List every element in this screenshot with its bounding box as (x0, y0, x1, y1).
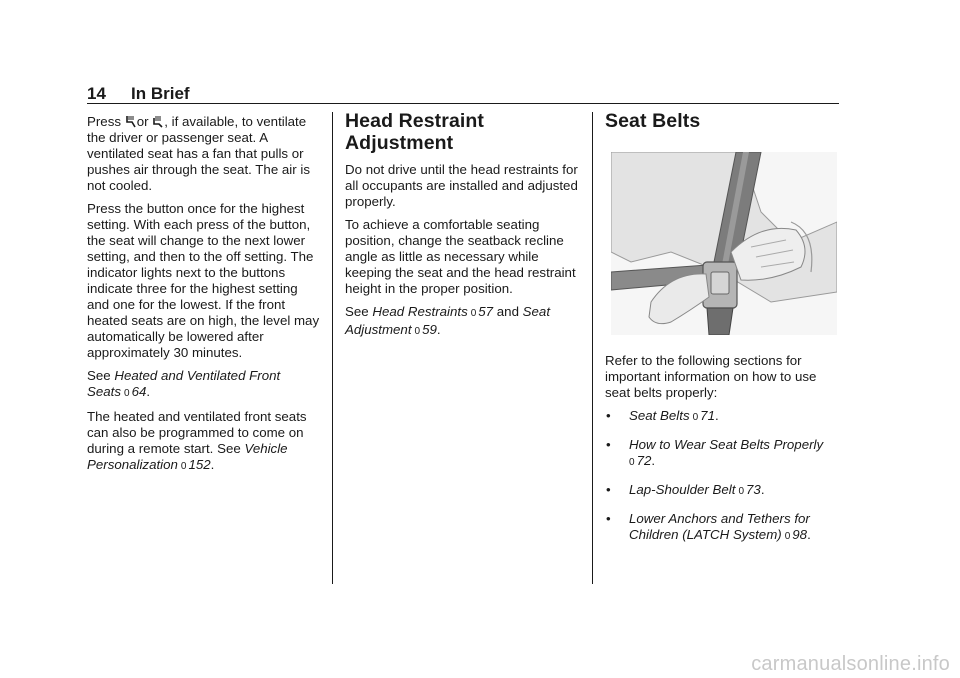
setting-paragraph: Press the button once for the highest setting. With each press of the button, the seat will change to the next lower setting, and then to the off setting. The indicator lights next to the buttons indicate three for the highest setting and one for the lowest. If the front heated seats are on high, the level may automatically be lowered after approximately 30 minutes. (87, 201, 320, 360)
seat-belts-heading: Seat Belts (605, 110, 701, 132)
ventilated-seat-high-icon (126, 115, 136, 128)
link-seat-belts[interactable]: Seat Belts (629, 408, 690, 423)
list-item (605, 511, 841, 545)
page-ref-icon: 0 (629, 457, 635, 468)
ventilation-paragraph (87, 114, 322, 194)
period: . (651, 453, 656, 468)
bullet: • (606, 511, 611, 526)
remote-start-text: The heated and ventilated front seats can also be programmed to come on during a remote start. See (87, 409, 307, 456)
head-restraint-heading: Head Restraint Adjustment (345, 110, 485, 154)
see-label: See (345, 304, 369, 319)
see-label: See (87, 368, 111, 383)
column-divider-2 (592, 112, 593, 584)
text-press: Press (87, 114, 121, 129)
page-number: 14 (87, 84, 106, 103)
page-ref-icon: 0 (738, 486, 745, 497)
page-header (87, 84, 838, 104)
head-restraint-p2: To achieve a comfortable seating position, change the seatback recline angle as little as necessary while keeping the seat and the head restraint height in the proper position. (345, 217, 576, 296)
period: . (436, 322, 441, 337)
page-ref-59[interactable]: 59 (422, 322, 437, 337)
head-restraint-see (345, 304, 581, 340)
list-item (605, 408, 841, 426)
link-how-to-wear-seat-belts[interactable]: How to Wear Seat Belts Properly (629, 437, 824, 452)
page-ref-icon: 0 (124, 388, 130, 399)
and-text: and (496, 304, 519, 319)
link-head-restraints[interactable]: Head Restraints (372, 304, 468, 319)
seat-belt-references (605, 408, 841, 545)
list-item (605, 437, 841, 471)
period: . (210, 457, 215, 472)
page-ref-73[interactable]: 73 (746, 482, 761, 497)
page-ref-icon: 0 (180, 461, 187, 472)
link-vehicle-personalization[interactable]: Vehicle Personalization (87, 441, 288, 472)
list-item (605, 482, 841, 500)
link-lap-shoulder-belt[interactable]: Lap-Shoulder Belt (629, 482, 736, 497)
section-title: In Brief (131, 84, 190, 103)
ventilated-seat-low-icon (153, 115, 163, 128)
link-heated-ventilated-seats[interactable]: Heated and Ventilated Front Seats (87, 368, 281, 399)
page-ref-72[interactable]: 72 (636, 453, 652, 468)
bullet: • (606, 437, 611, 452)
period: . (146, 384, 151, 399)
page-ref-icon: 0 (414, 326, 421, 337)
period: . (760, 482, 765, 497)
period: . (807, 527, 811, 542)
bullet: • (606, 408, 611, 423)
page-ref-icon: 0 (692, 412, 699, 423)
remote-start-paragraph (87, 409, 322, 475)
column-seat-belts (605, 110, 841, 556)
column-head-restraint (345, 110, 581, 347)
see-heated-seats (87, 368, 322, 402)
page-ref-64[interactable]: 64 (131, 384, 147, 399)
head-restraint-p1: Do not drive until the head restraints for all occupants are installed and adjusted properly. (345, 162, 578, 209)
header-rule (87, 103, 839, 104)
column-divider-1 (332, 112, 333, 584)
page-ref-57[interactable]: 57 (478, 304, 494, 319)
watermark: carmanualsonline.info (751, 653, 950, 675)
bullet: • (606, 482, 611, 497)
text-ventilate: , if available, to ventilate the driver or passenger seat. A ventilated seat has a fan that pulls or pushes air through the seat. The air is not cooled. (87, 114, 310, 193)
page-ref-71[interactable]: 71 (700, 408, 715, 423)
text-or: or (136, 114, 149, 129)
page-ref-icon: 0 (470, 308, 477, 319)
seat-belts-intro: Refer to the following sections for important information on how to use seat belts properly: (605, 353, 817, 400)
period: . (714, 408, 719, 423)
page-ref-98[interactable]: 98 (792, 527, 808, 542)
page-ref-152[interactable]: 152 (188, 457, 211, 472)
link-seat-adjustment[interactable]: Seat Adjustment (345, 304, 551, 337)
page-ref-icon: 0 (784, 531, 791, 542)
seat-belt-buckle-illustration (611, 152, 837, 335)
link-latch-system[interactable]: Lower Anchors and Tethers for Children (LATCH System) (629, 511, 810, 542)
column-ventilated-seats (87, 114, 322, 482)
